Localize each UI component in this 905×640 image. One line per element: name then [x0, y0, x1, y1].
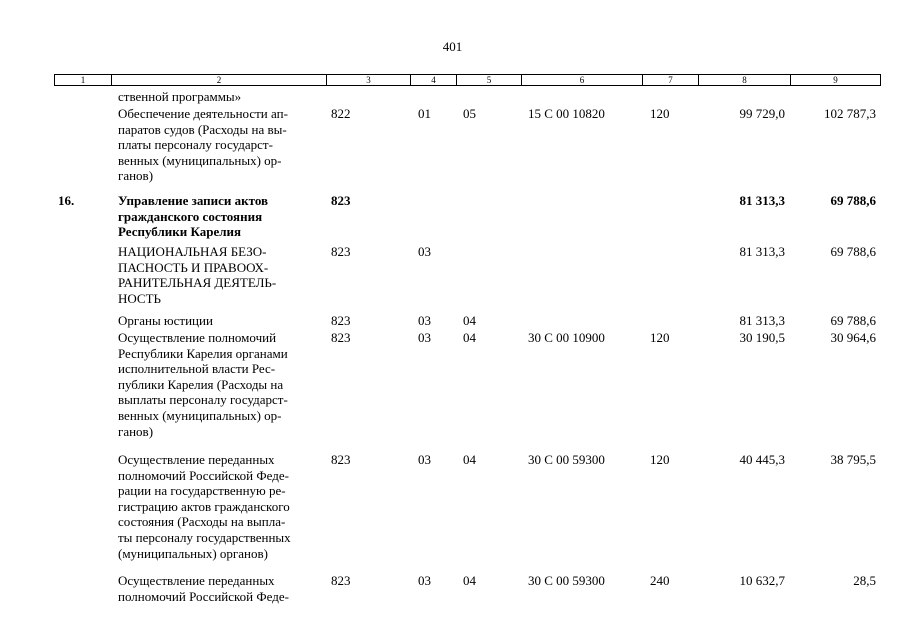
expense-type-code: 120 — [650, 452, 670, 467]
amount-year-1: 81 313,3 — [739, 313, 785, 328]
row-name-line: ганов) — [118, 168, 154, 184]
row-name — [118, 313, 323, 329]
row-name-line: публики Карелия (Расходы на — [118, 376, 284, 392]
expense-type-code: 240 — [650, 573, 670, 588]
column-header-9: 9 — [791, 75, 881, 86]
row-name-line: ПАСНОСТЬ И ПРАВООХ- — [118, 259, 269, 275]
column-header-2: 2 — [112, 75, 327, 86]
amount-year-1: 81 313,3 — [739, 193, 785, 208]
section-code: 03 — [418, 313, 431, 328]
ministry-code: 823 — [331, 193, 351, 208]
row-name-line: венных (муниципальных) ор- — [118, 407, 282, 423]
row-name-line: венных (муниципальных) ор- — [118, 152, 282, 168]
row-name-line: полномочий Российской Феде- — [118, 467, 289, 483]
amount-year-1: 30 190,5 — [739, 330, 785, 345]
row-name-line: Управление записи актов — [118, 193, 269, 208]
row-name — [118, 452, 323, 561]
target-article-code: 15 С 00 10820 — [528, 106, 605, 121]
ministry-code: 823 — [331, 330, 351, 345]
row-name — [118, 573, 323, 604]
row-name — [118, 193, 323, 240]
ministry-code: 823 — [331, 313, 351, 328]
row-number: 16. — [58, 193, 75, 208]
row-name-line: исполнительной власти Рес- — [118, 361, 276, 377]
column-header-6: 6 — [522, 75, 643, 86]
subsection-code: 04 — [463, 330, 476, 345]
row-name-line: платы персоналу государст- — [118, 137, 273, 153]
column-header-4: 4 — [411, 75, 457, 86]
column-header-1: 1 — [55, 75, 112, 86]
subsection-code: 04 — [463, 313, 476, 328]
subsection-code: 04 — [463, 573, 476, 588]
amount-year-2: 30 964,6 — [830, 330, 876, 345]
target-article-code: 30 С 00 59300 — [528, 573, 605, 588]
column-header-3: 3 — [327, 75, 411, 86]
expense-type-code: 120 — [650, 106, 670, 121]
row-name-line: гистрацию актов гражданского — [118, 498, 290, 514]
section-code: 03 — [418, 330, 431, 345]
section-code: 03 — [418, 244, 431, 259]
row-name-line: состояния (Расходы на выпла- — [118, 514, 286, 530]
subsection-code: 05 — [463, 106, 476, 121]
row-name-line: Органы юстиции — [118, 313, 213, 328]
row-name-line: ганов) — [118, 423, 154, 439]
amount-year-1: 99 729,0 — [739, 106, 785, 121]
row-name — [118, 89, 323, 105]
amount-year-1: 40 445,3 — [739, 452, 785, 467]
ministry-code: 823 — [331, 573, 351, 588]
amount-year-2: 102 787,3 — [824, 106, 876, 121]
section-code: 03 — [418, 452, 431, 467]
page-number: 401 — [442, 39, 463, 54]
row-name-line: Обеспечение деятельности ап- — [118, 106, 288, 121]
row-name-line: Осуществление переданных — [118, 573, 275, 588]
row-name — [118, 244, 323, 306]
row-name-line: (муниципальных) органов) — [118, 545, 268, 561]
target-article-code: 30 С 00 59300 — [528, 452, 605, 467]
row-name-line: рации на государственную ре- — [118, 483, 286, 499]
amount-year-2: 38 795,5 — [830, 452, 876, 467]
row-name-line: РАНИТЕЛЬНАЯ ДЕЯТЕЛЬ- — [118, 275, 277, 291]
row-name-line: полномочий Российской Феде- — [118, 588, 289, 604]
row-name-line: Осуществление полномочий — [118, 330, 277, 345]
row-name-line: паратов судов (Расходы на вы- — [118, 121, 287, 137]
row-name-line: Республики Карелия органами — [118, 345, 288, 361]
expense-type-code: 120 — [650, 330, 670, 345]
amount-year-2: 69 788,6 — [830, 313, 876, 328]
amount-year-2: 69 788,6 — [830, 193, 876, 208]
ministry-code: 823 — [331, 452, 351, 467]
row-name-line: НОСТЬ — [118, 290, 162, 306]
row-name — [118, 330, 323, 439]
subsection-code: 04 — [463, 452, 476, 467]
column-header-8: 8 — [699, 75, 791, 86]
row-name-line: ты персоналу государственных — [118, 529, 291, 545]
amount-year-2: 28,5 — [853, 573, 876, 588]
row-name — [118, 106, 323, 184]
column-header-5: 5 — [457, 75, 522, 86]
target-article-code: 30 С 00 10900 — [528, 330, 605, 345]
ministry-code: 822 — [331, 106, 351, 121]
ministry-code: 823 — [331, 244, 351, 259]
row-name-line: НАЦИОНАЛЬНАЯ БЕЗО- — [118, 244, 267, 259]
section-code: 01 — [418, 106, 431, 121]
row-name-line: Республики Карелия — [118, 224, 242, 240]
amount-year-1: 10 632,7 — [739, 573, 785, 588]
row-name-line: гражданского состояния — [118, 208, 263, 224]
row-name-line: Осуществление переданных — [118, 452, 275, 467]
amount-year-1: 81 313,3 — [739, 244, 785, 259]
row-name-line: выплаты персоналу государст- — [118, 392, 288, 408]
amount-year-2: 69 788,6 — [830, 244, 876, 259]
section-code: 03 — [418, 573, 431, 588]
row-name-line: ственной программы» — [118, 89, 242, 104]
column-header-7: 7 — [643, 75, 699, 86]
